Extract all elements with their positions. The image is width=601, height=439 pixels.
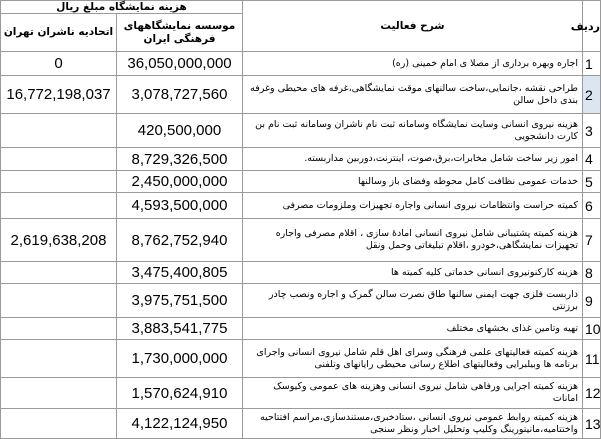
row-index-cell[interactable]: 1 — [583, 52, 601, 76]
description-cell[interactable]: امور زیر ساخت شامل مخابرات،برق،صوت، اینترنت،دوربین مداربسته. — [243, 148, 583, 171]
description-cell[interactable]: اجاره وبهره برداری از مصلا ی امام خمینی (ره) — [243, 52, 583, 76]
institute-cost-cell[interactable]: 36,050,000,000 — [117, 52, 243, 76]
description-cell[interactable]: هزینه کارکنونیروی انسانی خدماتی کلیه کمیته ها — [243, 262, 583, 284]
row-index-cell[interactable]: 13 — [583, 409, 601, 439]
description-cell[interactable]: هزینه کمیته فعالیتهای علمی فرهنگی وسرای اهل قلم شامل نیروی انسانی واجرای برنامه ها وبیلبرایی وفعالیتهای اطلاع رسانی محیطی رایانهای وتلفنی — [243, 340, 583, 378]
union-cost-cell[interactable] — [1, 148, 117, 171]
union-cost-cell[interactable] — [1, 284, 117, 318]
table-row — [1, 262, 601, 284]
description-cell[interactable]: هزینه کمیته اجرایی ورفاهی شامل نیروی انسانی وهزینه های عمومی وکیوسک امانات — [243, 378, 583, 409]
table-row — [1, 284, 601, 318]
index-column-header[interactable]: ردیف — [583, 1, 601, 52]
institute-cost-cell[interactable]: 4,593,500,000 — [117, 193, 243, 219]
row-index-cell[interactable]: 5 — [583, 171, 601, 193]
table-row — [1, 76, 601, 114]
row-index-cell[interactable]: 4 — [583, 148, 601, 171]
row-index-cell[interactable]: 6 — [583, 193, 601, 219]
union-cost-cell[interactable] — [1, 114, 117, 148]
union-cost-cell[interactable]: 0 — [1, 52, 117, 76]
union-cost-cell[interactable] — [1, 262, 117, 284]
institute-cost-cell[interactable]: 3,475,400,805 — [117, 262, 243, 284]
institute-cost-cell[interactable]: 2,450,000,000 — [117, 171, 243, 193]
description-cell[interactable]: طراحی نقشه ،جانمایی،ساخت سالنهای موقت نمایشگاهی،غرفه های محیطی وغرفه بندی داخل سالن — [243, 76, 583, 114]
table-row — [1, 114, 601, 148]
table-row — [1, 171, 601, 193]
union-column-header[interactable]: اتحادیه ناشران تهران — [1, 14, 117, 52]
institute-cost-cell[interactable]: 3,078,727,560 — [117, 76, 243, 114]
row-index-cell[interactable]: 9 — [583, 284, 601, 318]
union-cost-cell[interactable] — [1, 171, 117, 193]
row-index-cell[interactable]: 10 — [583, 318, 601, 340]
union-cost-cell[interactable] — [1, 193, 117, 219]
table-row — [1, 318, 601, 340]
description-cell[interactable]: هزینه نیروی انسانی وسایت نمایشگاه وسامانه ثبت نام ناشران وسامانه ثبت نام بن کارت دانشجویی — [243, 114, 583, 148]
union-cost-cell[interactable] — [1, 318, 117, 340]
institute-cost-cell[interactable]: 420,500,000 — [117, 114, 243, 148]
institute-column-header[interactable]: موسسه نمایشگاههای فرهنگی ایران — [117, 14, 243, 52]
table-row — [1, 148, 601, 171]
institute-cost-cell[interactable]: 3,975,751,500 — [117, 284, 243, 318]
row-index-cell[interactable]: 8 — [583, 262, 601, 284]
institute-cost-cell[interactable]: 3,883,541,775 — [117, 318, 243, 340]
row-index-cell[interactable]: 2 — [583, 76, 601, 114]
description-cell[interactable]: داربست فلزی جهت ایمنی سالنها طاق نصرت سالن گمرک و اجاره ونصب چادر برزنتی — [243, 284, 583, 318]
union-cost-cell[interactable] — [1, 340, 117, 378]
description-cell[interactable]: هزینه کمیته پشتیبانی شامل نیروی انسانی امادهٔ سازی ، اقلام مصرفی واجاره تجهیزات نمایشگاهی،خودرو ،اقلام تبلیغاتی وحمل ونقل — [243, 219, 583, 262]
institute-cost-cell[interactable]: 1,570,624,910 — [117, 378, 243, 409]
row-index-cell[interactable]: 3 — [583, 114, 601, 148]
table-row — [1, 193, 601, 219]
institute-cost-cell[interactable]: 8,729,326,500 — [117, 148, 243, 171]
table-row — [1, 52, 601, 76]
institute-cost-cell[interactable]: 1,730,000,000 — [117, 340, 243, 378]
table-row — [1, 340, 601, 378]
union-cost-cell[interactable]: 2,619,638,208 — [1, 219, 117, 262]
description-cell[interactable]: خدمات عمومی نظافت کامل محوطه وفضای باز وسالنها — [243, 171, 583, 193]
row-index-cell[interactable]: 11 — [583, 340, 601, 378]
institute-cost-cell[interactable]: 8,762,752,940 — [117, 219, 243, 262]
description-column-header[interactable]: شرح فعالیت — [243, 1, 583, 52]
institute-cost-cell[interactable]: 4,122,124,950 — [117, 409, 243, 439]
description-cell[interactable]: هزینه کمیته روابط عمومی نیروی انسانی ،ستادخبری،مستندسازی،مراسم افتتاحیه واختتامیه،مانیتورینگ وکلیپ وتحلیل اخبار ونظر سنجی — [243, 409, 583, 439]
row-index-cell[interactable]: 12 — [583, 378, 601, 409]
table-row — [1, 409, 601, 439]
row-index-cell[interactable]: 7 — [583, 219, 601, 262]
union-cost-cell[interactable]: 16,772,198,037 — [1, 76, 117, 114]
table-row — [1, 378, 601, 409]
description-cell[interactable]: کمیته حراست وانتظامات نیروی انسانی واجاره تجهیزات وملزومات مصرفی — [243, 193, 583, 219]
description-cell[interactable]: تهیه وتامین غذای بخشهای مختلف — [243, 318, 583, 340]
union-cost-cell[interactable] — [1, 409, 117, 439]
cost-group-header[interactable]: هزینه نمایشگاه مبلغ ریال — [1, 1, 243, 14]
union-cost-cell[interactable] — [1, 378, 117, 409]
table-row — [1, 219, 601, 262]
